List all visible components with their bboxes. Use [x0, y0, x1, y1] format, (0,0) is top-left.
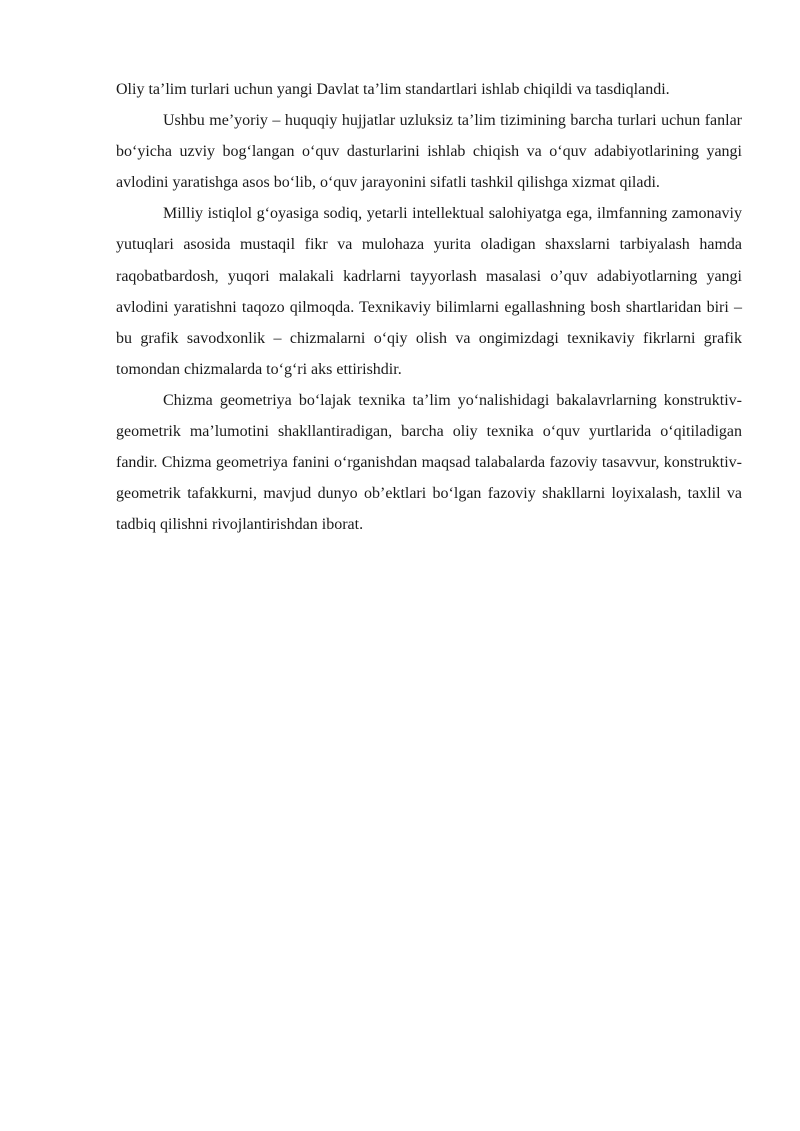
paragraph-normative-documents: Ushbu me’yoriy – huquqiy hujjatlar uzluksiz ta’lim tizimining barcha turlari uchun fanlar bo‘yicha uzviy bog‘langan o‘quv dasturlarini ishlab chiqish va o‘quv adabiyotlarining yangi avlodini yaratishga asos bo‘lib, o‘quv jarayonini sifatli tashkil qilishga xizmat qiladi. [116, 112, 742, 192]
paragraph-standards: Oliy ta’lim turlari uchun yangi Davlat ta’lim standartlari ishlab chiqildi va tasdiqlandi. [116, 81, 670, 98]
body-text [116, 74, 742, 540]
paragraph-national-idea: Milliy istiqlol g‘oyasiga sodiq, yetarli intellektual salohiyatga ega, ilmfanning zamonaviy yutuqlari asosida mustaqil fikr va mulohaza yurita oladigan shaxslarni tarbiyalash hamda raqobatbardosh, yuqori malakali kadrlarni tayyorlash masalasi o’quv adabiyotlarning yangi avlodini yaratishni taqozo qilmoqda. Texnikaviy bilimlarni egallashning bosh shartlaridan biri – bu grafik savodxonlik – chizmalarni o‘qiy olish va ongimizdagi texnikaviy fikrlarni grafik tomondan chizmalarda to‘g‘ri aks ettirishdir. [116, 205, 742, 378]
paragraph-descriptive-geometry: Chizma geometriya bo‘lajak texnika ta’lim yo‘nalishidagi bakalavrlarning konstruktiv-geometrik ma’lumotini shakllantiradigan, barcha oliy texnika o‘quv yurtlarida o‘qitiladigan fandir. Chizma geometriya fanini o‘rganishdan maqsad talabalarda fazoviy tasavvur, konstruktiv-geometrik tafakkurni, mavjud dunyo ob’ektlari bo‘lgan fazoviy shakllarni loyixalash, taxlil va tadbiq qilishni rivojlantirishdan iborat. [116, 391, 742, 534]
